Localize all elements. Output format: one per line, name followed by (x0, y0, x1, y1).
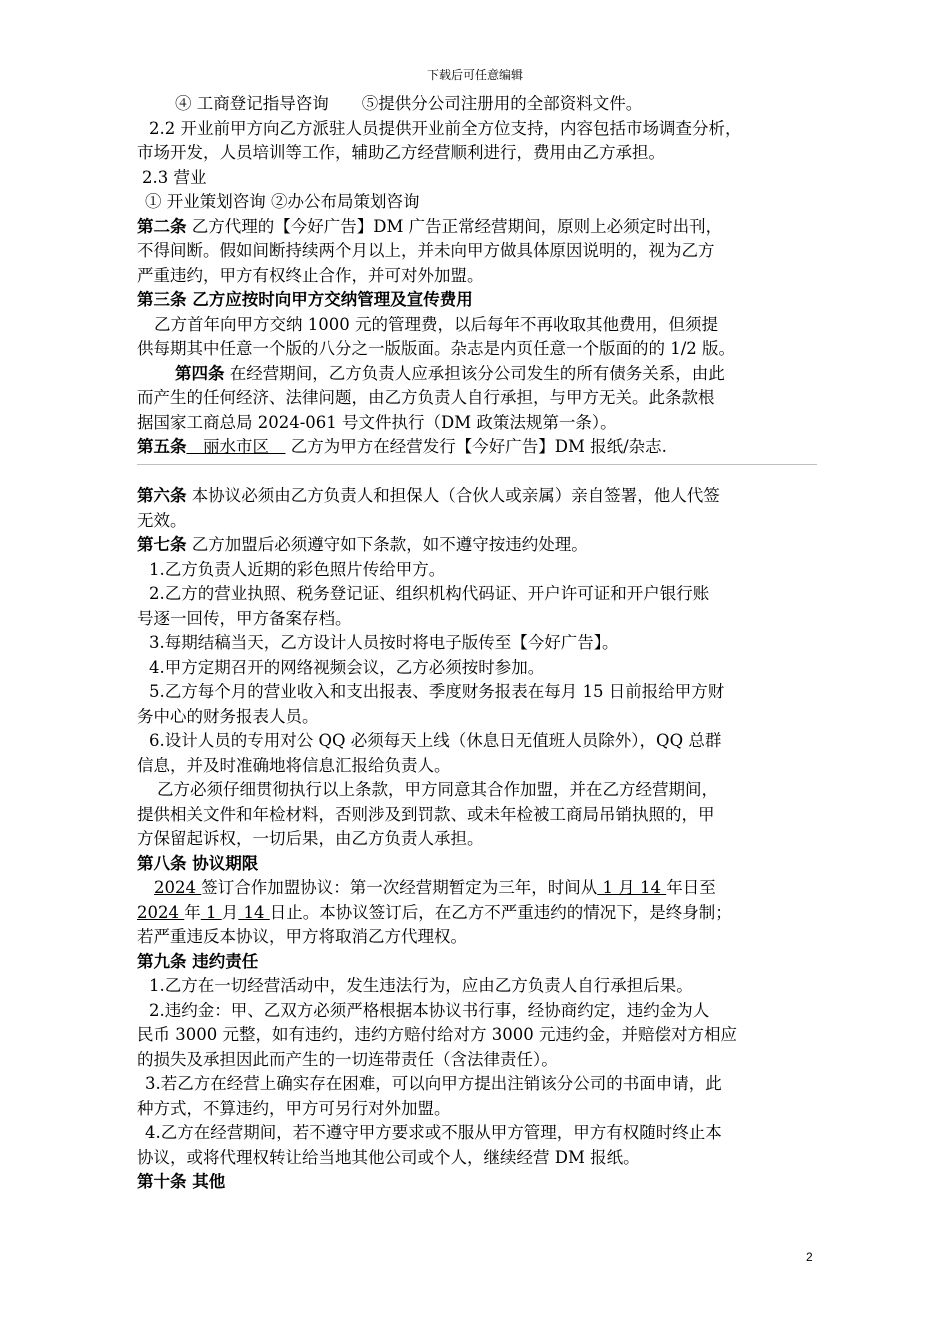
document-line (137, 925, 817, 950)
line-text: 年 (666, 878, 683, 897)
document-line (137, 656, 817, 681)
document-line (137, 1170, 817, 1195)
document-line (137, 705, 817, 730)
line-text: 2.2 开业前甲方向乙方派驻人员提供开业前全方位支持，内容包括市场调查分析， (149, 118, 742, 138)
line-text: 6.设计人员的专用对公 QQ 必须每天上线（休息日无值班人员除外），QQ 总群 (149, 731, 722, 750)
line-text: 2.违约金：甲、乙双方必须严格根据本协议书行事，经协商约定，违约金为人 (149, 1000, 710, 1020)
document-line (137, 974, 817, 999)
document-line (137, 411, 817, 436)
line-text: 民币 3000 元整，如有违约，违约方赔付给对方 3000 元违约金，并赔偿对方相应 (137, 1025, 737, 1044)
document-line (137, 362, 817, 387)
divider-line (137, 460, 817, 485)
article-heading: 第五条 (137, 437, 187, 456)
line-text: 供每期其中任意一个版的八分之一版版面。杂志是内页任意一个版面的的 1/2 版。 (137, 339, 736, 358)
line-text: 1.乙方负责人近期的彩色照片传给甲方。 (149, 559, 446, 579)
document-line (137, 288, 817, 313)
document-line (137, 803, 817, 828)
document-line (137, 92, 817, 117)
line-text: 乙方必须仔细贯彻执行以上条款，甲方同意其合作加盟，并在乙方经营期间， (157, 780, 718, 799)
line-text: 本协议必须由乙方负责人和担保人（合伙人或亲属）亲自签署，他人代签 (186, 486, 720, 505)
line-text: ① 开业策划咨询 ②办公布局策划咨询 (145, 192, 420, 211)
document-line (137, 1121, 817, 1146)
line-text: 5.乙方每个月的营业收入和支出报表、季度财务报表在每月 15 日前报给甲方财 (149, 682, 725, 701)
document-line (137, 778, 817, 803)
line-text: 年 (184, 902, 201, 922)
line-text: 4.甲方定期召开的网络视频会议，乙方必须按时参加。 (149, 657, 545, 677)
filled-blank: 1 (200, 902, 222, 922)
document-line (137, 558, 817, 583)
filled-blank: 2024 (154, 878, 202, 897)
document-line (137, 1023, 817, 1048)
document-line (137, 533, 817, 558)
document-line (137, 680, 817, 705)
document-line (137, 337, 817, 362)
line-text: 3.若乙方在经营上确实存在困难，可以向甲方提出注销该分公司的书面申请，此 (145, 1074, 722, 1093)
line-text: 乙方为甲方在 (285, 437, 390, 456)
article-heading: 第七条 (137, 535, 187, 554)
document-line (137, 509, 817, 534)
page-header: 下载后可任意编辑 (426, 68, 523, 82)
document-line (137, 435, 817, 460)
line-text: 3.每期结稿当天，乙方设计人员按时将电子版传至【今好广告】。 (149, 633, 619, 652)
line-text: 提供相关文件和年检材料，否则涉及到罚款、或未年检被工商局吊销执照的，甲 (137, 804, 715, 824)
line-text: 月 (221, 902, 239, 922)
document-line (137, 117, 817, 142)
article-heading: 第十条 其他 (137, 1172, 226, 1191)
line-text: 2.乙方的营业执照、税务登记证、组织机构代码证、开户许可证和开户银行账 (149, 584, 710, 603)
line-text: 2.3 营业 (142, 167, 207, 187)
line-text: 4.乙方在经营期间，若不遵守甲方要求或不服从甲方管理，甲方有权随时终止本 (145, 1123, 722, 1142)
line-text: 签订合作加盟协议：第一次经营期暂定为三年，时间从 (201, 878, 598, 897)
line-text: 乙方代理的【今好广告】DM 广告正常经营期间，原则上必须定时出刊， (186, 216, 723, 236)
document-line (137, 215, 817, 240)
line-text: 乙方加盟后必须遵守如下条款，如不遵守按违约处理。 (186, 535, 588, 554)
line-text: 务中心的财务报表人员。 (137, 706, 319, 726)
line-text: 经营发行【今好广告】DM 报纸/杂志. (389, 437, 667, 456)
line-text: 号逐一回传，甲方备案存档。 (137, 608, 352, 628)
document-line (137, 754, 817, 779)
line-text: 市场开发，人员培训等工作，辅助乙方经营顺利进行，费用由乙方承担。 (137, 143, 665, 162)
document-line (137, 999, 817, 1024)
document-line (137, 1048, 817, 1073)
document-line (137, 239, 817, 264)
document-line (137, 1097, 817, 1122)
line-text: 若严重违反本协议，甲方将取消乙方代理权。 (137, 927, 467, 946)
article-heading: 第九条 违约责任 (137, 951, 259, 971)
line-text: 严重违约，甲方有权终止合作，并可对外加盟。 (137, 265, 484, 285)
document-line (137, 950, 817, 975)
line-text: 而产生的任何经济、法律问题，由乙方负责人自行承担，与甲方无关。此条款根 (137, 388, 715, 407)
filled-blank: 1 月 14 (597, 878, 667, 897)
document-line (137, 313, 817, 338)
line-text: 乙方首年向甲方交纳 1000 元的管理费，以后每年不再收取其他费用，但须提 (154, 314, 718, 334)
line-text: 1.乙方在一切经营活动中，发生违法行为，应由乙方负责人自行承担后果。 (149, 976, 693, 995)
line-text: 信息，并及时准确地将信息汇报给负责人。 (137, 755, 451, 775)
document-line (137, 386, 817, 411)
document-line (137, 631, 817, 656)
line-text: ④ 工商登记指导咨询 ⑤提供分公司注册用的全部资料文件。 (175, 94, 643, 113)
line-text: 无效。 (137, 510, 187, 530)
article-heading: 第六条 (137, 486, 187, 505)
line-text: 日止。本协议签订后，在乙方不严重违约的情况下，是终身制； (269, 902, 732, 922)
line-text: 种方式，不算违约，甲方可另行对外加盟。 (137, 1098, 451, 1118)
document-line (137, 1072, 817, 1097)
page-number: 2 (806, 1250, 813, 1264)
document-line (137, 484, 817, 509)
filled-blank: 2024 (137, 902, 185, 922)
document-line (137, 264, 817, 289)
document-line (137, 876, 817, 901)
line-text: 据国家工商总局 2024-061 号文件执行（DM 政策法规第一条）。 (137, 412, 617, 432)
article-heading: 第四条 (175, 363, 225, 383)
filled-blank: 14 (238, 902, 270, 922)
line-text: 协议，或将代理权转让给当地其他公司或个人，继续经营 DM 报纸。 (137, 1147, 640, 1167)
line-text: 在经营期间，乙方负责人应承担该分公司发生的所有债务关系，由此 (224, 363, 725, 383)
document-line (137, 582, 817, 607)
document-line (137, 607, 817, 632)
document-line (137, 901, 817, 926)
document-line (137, 1146, 817, 1171)
document-line (137, 166, 817, 191)
article-heading: 第二条 (137, 216, 187, 236)
document-line (137, 827, 817, 852)
line-text: 的损失及承担因此而产生的一切连带责任（含法律责任）。 (137, 1049, 558, 1069)
line-text: 不得间断。假如间断持续两个月以上，并未向甲方做具体原因说明的，视为乙方 (137, 241, 715, 260)
line-text: 日至 (682, 878, 716, 897)
document-line (137, 729, 817, 754)
document-line (137, 141, 817, 166)
document-body (137, 92, 817, 1195)
filled-blank: 丽水市区 (186, 437, 286, 456)
document-line (137, 190, 817, 215)
section-divider (137, 464, 817, 465)
article-heading: 第八条 协议期限 (137, 853, 259, 873)
line-text: 方保留起诉权，一切后果，由乙方负责人承担。 (137, 829, 484, 848)
article-heading: 第三条 乙方应按时向甲方交纳管理及宣传费用 (137, 290, 473, 309)
document-line (137, 852, 817, 877)
